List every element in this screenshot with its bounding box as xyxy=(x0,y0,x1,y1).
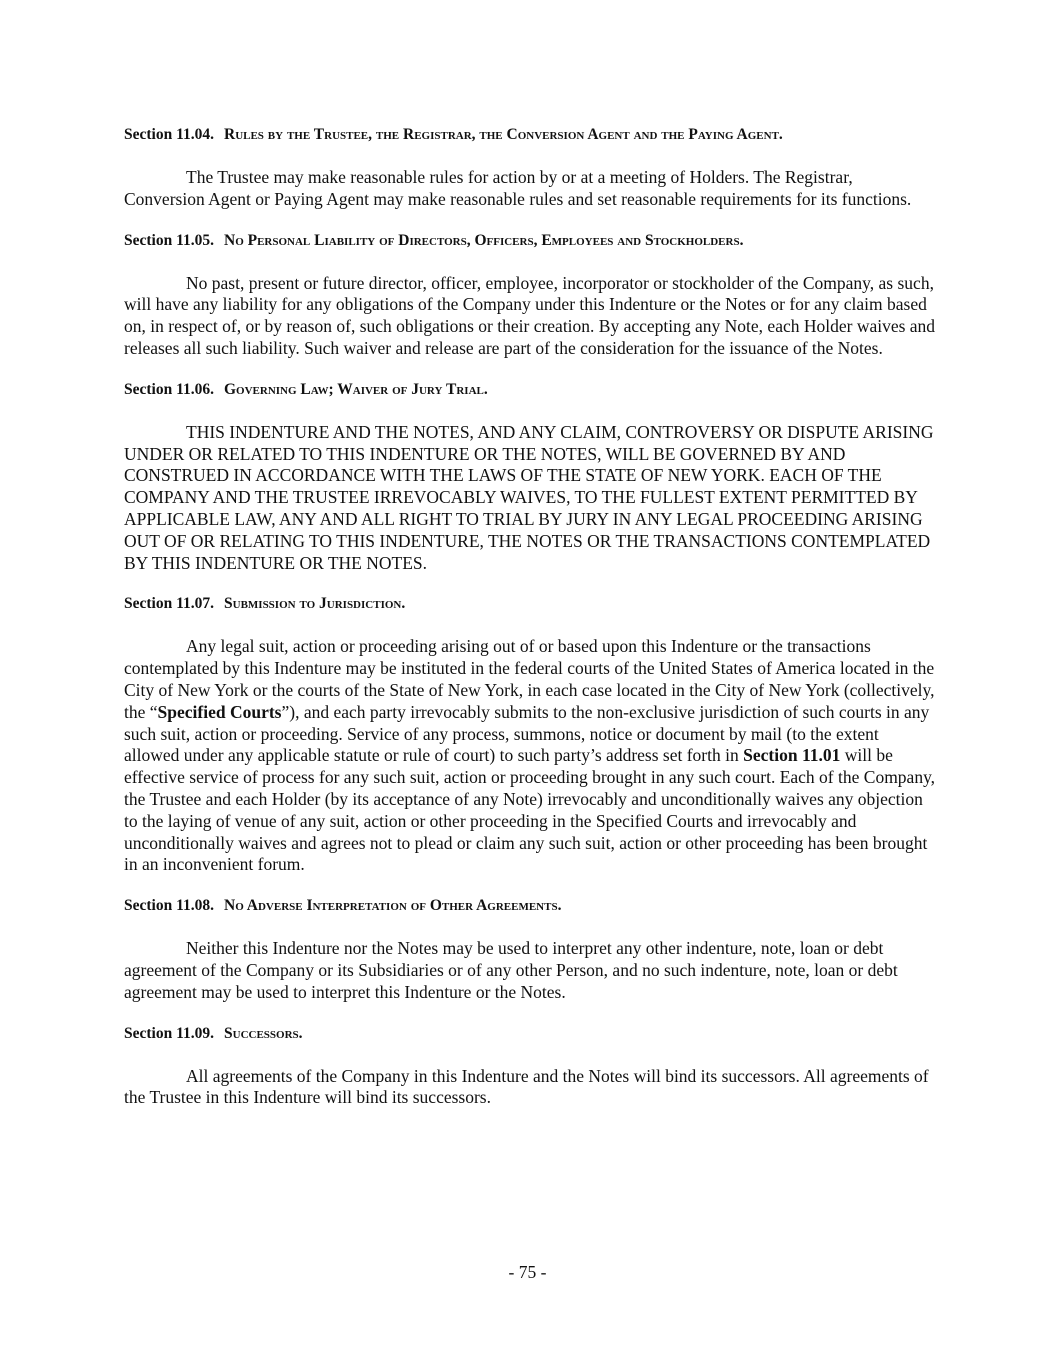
section-title: Rules by the Trustee, the Registrar, the Conversion Agent and the Paying Agent. xyxy=(224,126,783,143)
body-text: Any legal suit, action or proceeding arising out of or based upon this Indenture or the transactions contemplated by this Indenture may be instituted in the federal courts of the United States of America located in the City of New York or the courts of the State of New York, in each case located in the City of New York (collectively, the “ xyxy=(124,636,935,722)
section-11-04 xyxy=(124,124,936,211)
section-number: Section 11.05. xyxy=(124,231,214,249)
section-11-05 xyxy=(124,230,936,360)
document-page xyxy=(124,124,936,1109)
section-reference: Section 11.01 xyxy=(743,745,841,766)
section-11-06 xyxy=(124,379,936,575)
section-title: Successors. xyxy=(224,1024,303,1042)
section-body: THIS INDENTURE AND THE NOTES, AND ANY CLAIM, CONTROVERSY OR DISPUTE ARISING UNDER OR RELATED TO THIS INDENTURE OR THE NOTES, WILL BE GOVERNED BY AND CONSTRUED IN ACCORDANCE WITH THE LAWS OF THE STATE OF NEW YORK. EACH OF THE COMPANY AND THE TRUSTEE IRREVOCABLY WAIVES, TO THE FULLEST EXTENT PERMITTED BY APPLICABLE LAW, ANY AND ALL RIGHT TO TRIAL BY JURY IN ANY LEGAL PROCEEDING ARISING OUT OF OR RELATING TO THIS INDENTURE, THE NOTES OR THE TRANSACTIONS CONTEMPLATED BY THIS INDENTURE OR THE NOTES. xyxy=(124,421,934,573)
section-number: Section 11.09. xyxy=(124,1024,214,1042)
section-heading xyxy=(124,1023,936,1045)
section-body: The Trustee may make reasonable rules for action by or at a meeting of Holders. The Registrar, Conversion Agent or Paying Agent may make reasonable rules and set reasonable requirements for its functions. xyxy=(124,167,912,209)
section-11-08 xyxy=(124,895,936,1003)
section-11-09 xyxy=(124,1023,936,1110)
section-number: Section 11.06. xyxy=(124,380,214,398)
section-11-07 xyxy=(124,593,936,876)
section-title: Governing Law; Waiver of Jury Trial. xyxy=(224,380,488,398)
section-number: Section 11.04. xyxy=(124,126,214,143)
page-number: - 75 - xyxy=(508,1262,547,1282)
section-title: Submission to Jurisdiction. xyxy=(224,595,406,613)
section-number: Section 11.07. xyxy=(124,595,214,613)
section-heading xyxy=(124,593,936,615)
section-body: Neither this Indenture nor the Notes may be used to interpret any other indenture, note, loan or debt agreement of the Company or its Subsidiaries or of any other Person, and no such indenture, note, loan or debt agreement may be used to interpret this Indenture or the Notes. xyxy=(124,938,898,1002)
body-text: will be effective service of process for any such suit, action or proceeding brought in any such court. Each of the Company, the Trustee and each Holder (by its acceptance of any Note) irrevocably and unconditionally waives any objection to the laying of venue of any suit, action or other proceeding in the Specified Courts and irrevocably and unconditionally waives and agrees not to plead or claim any such suit, action or other proceeding has been brought in an inconvenient forum. xyxy=(124,745,936,875)
defined-term: Specified Courts xyxy=(157,701,282,722)
section-number: Section 11.08. xyxy=(124,897,214,915)
section-title: No Personal Liability of Directors, Officers, Employees and Stockholders. xyxy=(224,231,744,249)
section-heading xyxy=(124,379,936,401)
section-heading xyxy=(124,124,936,146)
section-heading xyxy=(124,895,936,917)
section-body: All agreements of the Company in this Indenture and the Notes will bind its successors. All agreements of the Trustee in this Indenture will bind its successors. xyxy=(124,1065,929,1108)
section-body xyxy=(124,636,936,876)
body-text: ”), and each party irrevocably submits to the non-exclusive jurisdiction of such courts in any such suit, action or proceeding. Service of any process, summons, notice or document by mail (to the extent allowed under any applicable statute or rule of court) to such party’s address set forth in xyxy=(124,701,930,766)
section-body: No past, present or future director, officer, employee, incorporator or stockholder of the Company, as such, will have any liability for any obligations of the Company under this Indenture or the Notes or for any claim based on, in respect of, or by reason of, such obligations or their creation. By accepting any Note, each Holder waives and releases all such liability. Such waiver and release are part of the consideration for the issuance of the Notes. xyxy=(124,272,936,358)
section-title: No Adverse Interpretation of Other Agreements. xyxy=(224,897,562,915)
section-heading xyxy=(124,230,936,252)
